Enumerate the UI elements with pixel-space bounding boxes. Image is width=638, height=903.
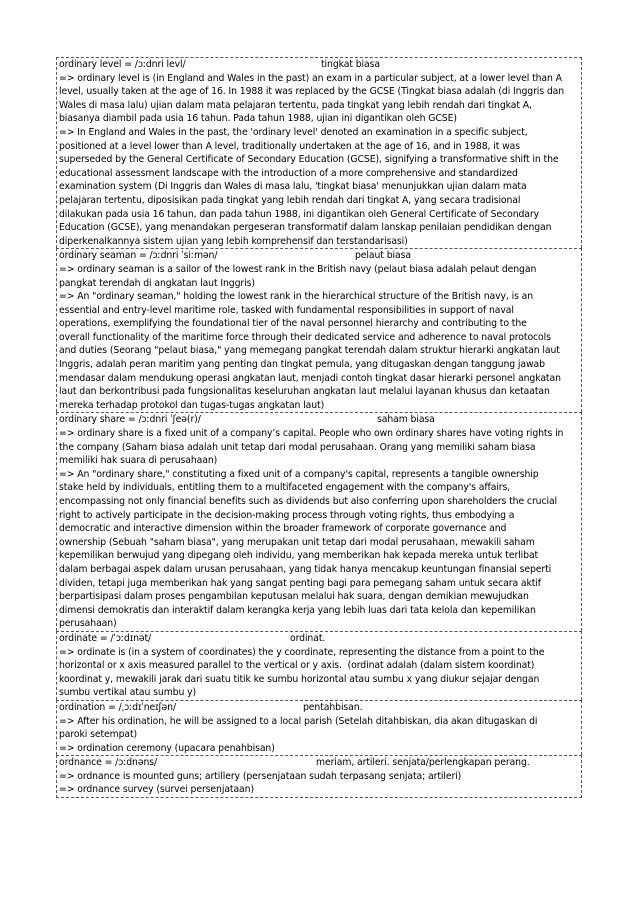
- entry-line: Wales di masa lalu) ujian dalam mata pelajaran tertentu, pada tingkat yang lebih rendah dari tingkat A,: [59, 99, 532, 111]
- entry-translation: meriam, artileri. senjata/perlengkapan perang.: [316, 757, 530, 769]
- entry-line: diperkenalkannya sistem ujian yang lebih komprehensif dan terstandarisasi): [59, 235, 408, 247]
- entry-line: right to actively participate in the decision-making process through voting rights, thus embodying a: [59, 509, 515, 521]
- entry-line: => In England and Wales in the past, the 'ordinary level' denoted an examination in a specific subject,: [59, 126, 528, 138]
- entry-line: kepemilikan berwujud yang dipegang oleh individu, yang memberikan hak kepada mereka untuk terlibat: [59, 550, 539, 562]
- entry-line: stake held by individuals, entitling them to a multifaceted engagement with the company's affairs,: [59, 482, 511, 494]
- entry-line: => ordinate is (in a system of coordinates) the y coordinate, representing the distance from a point to the: [59, 646, 545, 658]
- entry-ordnance: [56, 755, 582, 798]
- entry-line: examination system (Di Inggris dan Wales di masa lalu, 'tingkat biasa' menunjukkan ujian dalam mata: [59, 181, 527, 193]
- entry-line: pelajaran tertentu, diposisikan pada tingkat yang lebih rendah dari tingkat A, yang secara tradisional: [59, 194, 521, 206]
- entry-term: ordinary level = /ɔːdnri levl/: [59, 59, 186, 70]
- entry-heading: [59, 701, 579, 715]
- entry-line: Inggris, adalah peran maritim yang penting dan tingkat pemula, yang ditugaskan dengan tanggung jawab: [59, 359, 545, 371]
- entry-line: => ordination ceremony (upacara penahbisan): [59, 742, 275, 754]
- entry-line: mendasar dalam mendukung operasi angkatan laut, menjadi contoh tingkat dasar hierarki personel angkatan: [59, 372, 561, 384]
- entry-line: => ordinary seaman is a sailor of the lowest rank in the British navy (pelaut biasa adalah pelaut dengan: [59, 263, 537, 275]
- entry-line: mereka terhadap protokol dan tugas-tugas angkatan laut): [59, 399, 325, 411]
- entry-ordination: [56, 700, 582, 755]
- entry-line: dividen, tetapi juga memberikan hak yang sangat penting bagi para pemegang saham untuk secara aktif: [59, 577, 541, 589]
- entry-line: memiliki hak suara di perusahaan): [59, 455, 218, 467]
- entry-line: laut dan berkontribusi pada fungsionalitas keseluruhan angkatan laut melalui layanan khusus dan ketaatan: [59, 386, 550, 398]
- entry-line: berpartisipasi dalam proses pengambilan keputusan melalui hak suara, dengan demikian mewujudkan: [59, 591, 529, 603]
- entry-heading: [59, 632, 579, 646]
- entry-line: horizontal or x axis measured parallel to the vertical or y axis. (ordinat adalah (dalam sistem koordinat): [59, 660, 535, 672]
- entry-translation: ordinat.: [290, 632, 326, 644]
- entry-line: => ordinary share is a fixed unit of a company’s capital. People who own ordinary shares have voting rights in: [59, 428, 564, 440]
- entry-ordinate: [56, 631, 582, 700]
- entry-line: and duties (Seorang "pelaut biasa," yang memegang pangkat terendah dalam struktur hierarki angkatan laut: [59, 345, 560, 357]
- entry-line: koordinat y, mewakili jarak dari suatu titik ke sumbu horizontal atau sumbu x yang diukur sejajar dengan: [59, 673, 540, 685]
- entry-line: biasanya diambil pada usia 16 tahun. Pada tahun 1988, ujian ini digantikan oleh GCSE): [59, 113, 457, 125]
- entry-ordinary-level: [56, 57, 582, 248]
- entry-line: => ordnance survey (survei persenjataan): [59, 784, 254, 796]
- entry-line: operations, exemplifying the foundational tier of the naval personnel hierarchy and contributing to the: [59, 318, 527, 330]
- entry-line: democratic and interactive dimension within the broader framework of corporate governance and: [59, 523, 507, 535]
- entry-heading: [59, 58, 579, 72]
- entry-line: level, usually taken at the age of 16. In 1988 it was replaced by the GCSE (Tingkat biasa adalah (di Inggris dan: [59, 86, 565, 98]
- entry-translation: pelaut biasa: [355, 250, 411, 262]
- entry-line: encompassing not only financial benefits such as dividends but also conferring upon shareholders the crucial: [59, 496, 558, 507]
- entry-term: ordination = /ˌɔːdɪˈneɪʃən/: [59, 701, 177, 713]
- entry-line: => ordinary level is (in England and Wales in the past) an exam in a particular subject, at a lower level than A: [59, 72, 562, 84]
- entry-line: essential and entry-level maritime role, tasked with fundamental responsibilities in support of naval: [59, 304, 514, 316]
- entry-heading: [59, 413, 579, 427]
- entry-line: positioned at a level lower than A level, traditionally undertaken at the age of 16, and in 1988, it was: [59, 140, 520, 152]
- entry-line: ownership (Sebuah "saham biasa", yang merupakan unit tetap dari modal perusahaan, mewakili saham: [59, 536, 535, 548]
- entry-line: => ordnance is mounted guns; artillery (persenjataan sudah terpasang senjata; artileri): [59, 770, 462, 782]
- entry-translation: pentahbisan.: [303, 701, 363, 713]
- entry-line: superseded by the General Certificate of Secondary Education (GCSE), signifying a transformative shift in the: [59, 154, 559, 166]
- entry-line: perusahaan): [59, 618, 117, 630]
- entry-line: dilakukan pada usia 16 tahun, dan pada tahun 1988, ini digantikan oleh General Certificate of Secondary: [59, 208, 540, 220]
- entry-line: dimensi demokratis dan interaktif dalam kerangka kerja yang lebih luas dari tata kelola dan kepemilikan: [59, 604, 536, 616]
- entry-ordinary-share: [56, 412, 582, 631]
- entry-translation: tingkat biasa: [321, 59, 380, 70]
- entry-ordinary-seaman: [56, 248, 582, 412]
- entry-line: => After his ordination, he will be assigned to a local parish (Setelah ditahbiskan, dia akan ditugaskan di: [59, 715, 538, 727]
- entry-line: => An "ordinary seaman," holding the lowest rank in the hierarchical structure of the British navy, is an: [59, 291, 534, 303]
- entry-line: educational assessment landscape with the introduction of a more comprehensive and standardized: [59, 167, 518, 179]
- entry-line: dalam berbagai aspek dalam urusan perusahaan, yang tidak hanya mencakup keuntungan finansial seperti: [59, 563, 552, 575]
- entry-line: overall functionality of the maritime force through their dedicated service and adherence to naval protocols: [59, 331, 551, 343]
- entry-translation: saham biasa: [377, 414, 435, 426]
- entry-heading: [59, 756, 579, 770]
- entry-line: the company (Saham biasa adalah unit tetap dari modal perusahaan. Orang yang memiliki saham biasa: [59, 441, 536, 453]
- entry-line: sumbu vertikal atau sumbu y): [59, 687, 197, 699]
- entry-term: ordinate = /ˈɔːdɪnət/: [59, 632, 152, 644]
- entry-term: ordinary seaman = /ɔːdnri ˈsiːmən/: [59, 250, 218, 262]
- entry-heading: [59, 249, 579, 263]
- entry-term: ordinary share = /ɔːdnri ˈʃeə(r)/: [59, 414, 201, 426]
- entry-line: paroki setempat): [59, 729, 138, 741]
- dictionary-page: [56, 57, 582, 798]
- entry-line: Education (GCSE), yang menandakan pergeseran transformatif dalam lanskap penilaian pendidikan dengan: [59, 222, 552, 234]
- entry-line: pangkat terendah di angkatan laut Inggris): [59, 277, 255, 289]
- entry-term: ordnance = /ɔːdnəns/: [59, 757, 158, 769]
- entry-line: => An "ordinary share," constituting a fixed unit of a company's capital, represents a tangible ownership: [59, 468, 539, 480]
